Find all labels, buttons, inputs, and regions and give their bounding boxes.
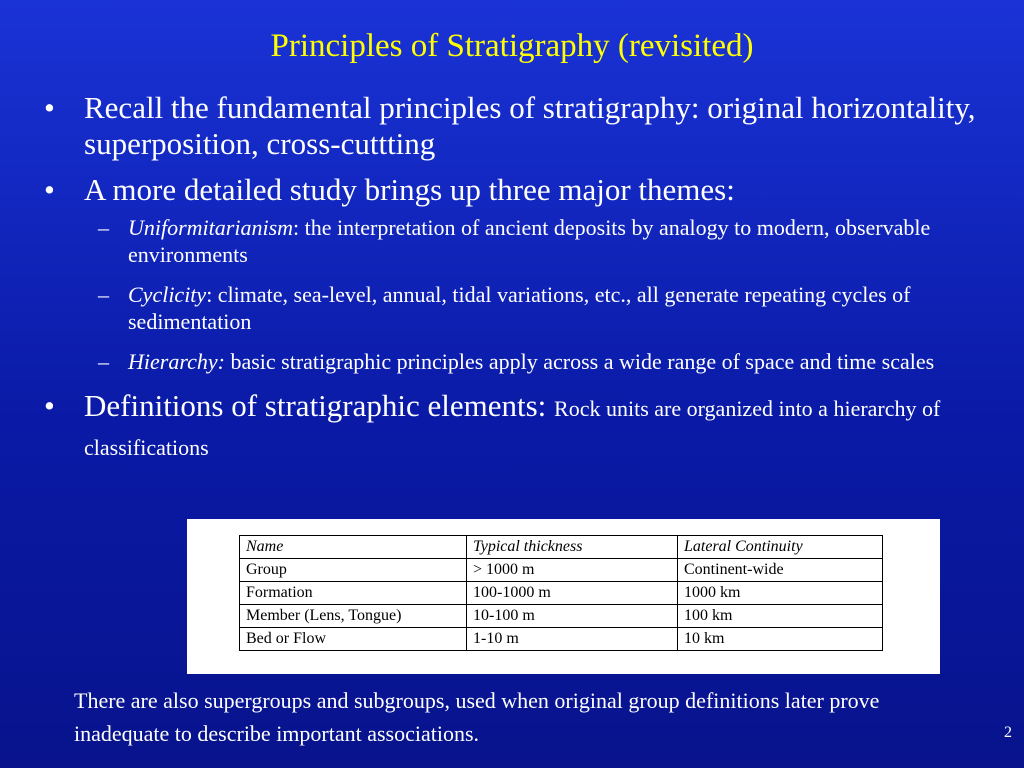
bullet-item — [44, 388, 994, 466]
table-row — [240, 559, 883, 582]
table-row — [240, 605, 883, 628]
bullet-list — [44, 90, 994, 476]
sub-bullet-term: Cyclicity — [128, 282, 207, 307]
bullet-text: Definitions of stratigraphic elements: — [84, 388, 555, 423]
table-cell: > 1000 m — [467, 559, 678, 582]
sub-bullet-item — [44, 214, 994, 268]
table-cell: Formation — [240, 582, 467, 605]
table-cell: Continent-wide — [678, 559, 883, 582]
sub-bullet-term: Hierarchy: — [128, 349, 225, 374]
sub-bullet-item — [44, 281, 994, 335]
sub-bullet-text: : the interpretation of ancient deposits by analogy to modern, observable environments — [128, 215, 931, 267]
sub-bullet-marker: – — [98, 215, 109, 240]
table-cell: Bed or Flow — [240, 628, 467, 651]
table-cell: 100-1000 m — [467, 582, 678, 605]
sub-bullet-list — [44, 214, 994, 375]
bullet-marker: • — [44, 90, 55, 125]
table-cell: 100 km — [678, 605, 883, 628]
table-header-cell: Lateral Continuity — [678, 536, 883, 559]
sub-bullet-item — [44, 348, 994, 375]
sub-bullet-text: : climate, sea-level, annual, tidal variations, etc., all generate repeating cycles of sedimentation — [128, 282, 911, 334]
table-row — [240, 582, 883, 605]
table-cell: 10 km — [678, 628, 883, 651]
sub-bullet-text: basic stratigraphic principles apply across a wide range of space and time scales — [224, 349, 935, 374]
bullet-small-text: Rock units are organized into a hierarchy of classifications — [84, 396, 941, 460]
page-number: 2 — [1004, 724, 1012, 741]
bullet-text: Recall the fundamental principles of stratigraphy: original horizontality, superposition, cross-cuttting — [84, 90, 976, 161]
bullet-text: A more detailed study brings up three major themes: — [84, 172, 735, 207]
table-cell: 10-100 m — [467, 605, 678, 628]
sub-bullet-term: Uniformitarianism — [128, 215, 294, 240]
bullet-marker: • — [44, 172, 55, 207]
sub-bullet-marker: – — [98, 282, 109, 307]
table-cell: Member (Lens, Tongue) — [240, 605, 467, 628]
sub-bullet-marker: – — [98, 349, 109, 374]
table-cell: 1-10 m — [467, 628, 678, 651]
table-cell: 1000 km — [678, 582, 883, 605]
table-row — [240, 628, 883, 651]
slide-title: Principles of Stratigraphy (revisited) — [270, 28, 754, 64]
bullet-item — [44, 172, 994, 208]
table-panel — [187, 519, 940, 674]
stratigraphy-table — [239, 535, 883, 651]
table-header-cell: Typical thickness — [467, 536, 678, 559]
bullet-item — [44, 90, 994, 162]
table-header-cell: Name — [240, 536, 467, 559]
table-header-row — [240, 536, 883, 559]
bullet-marker: • — [44, 388, 55, 423]
table-cell: Group — [240, 559, 467, 582]
footnote-text: There are also supergroups and subgroups, used when original group definitions later prove inadequate to describe important associations. — [74, 688, 880, 746]
